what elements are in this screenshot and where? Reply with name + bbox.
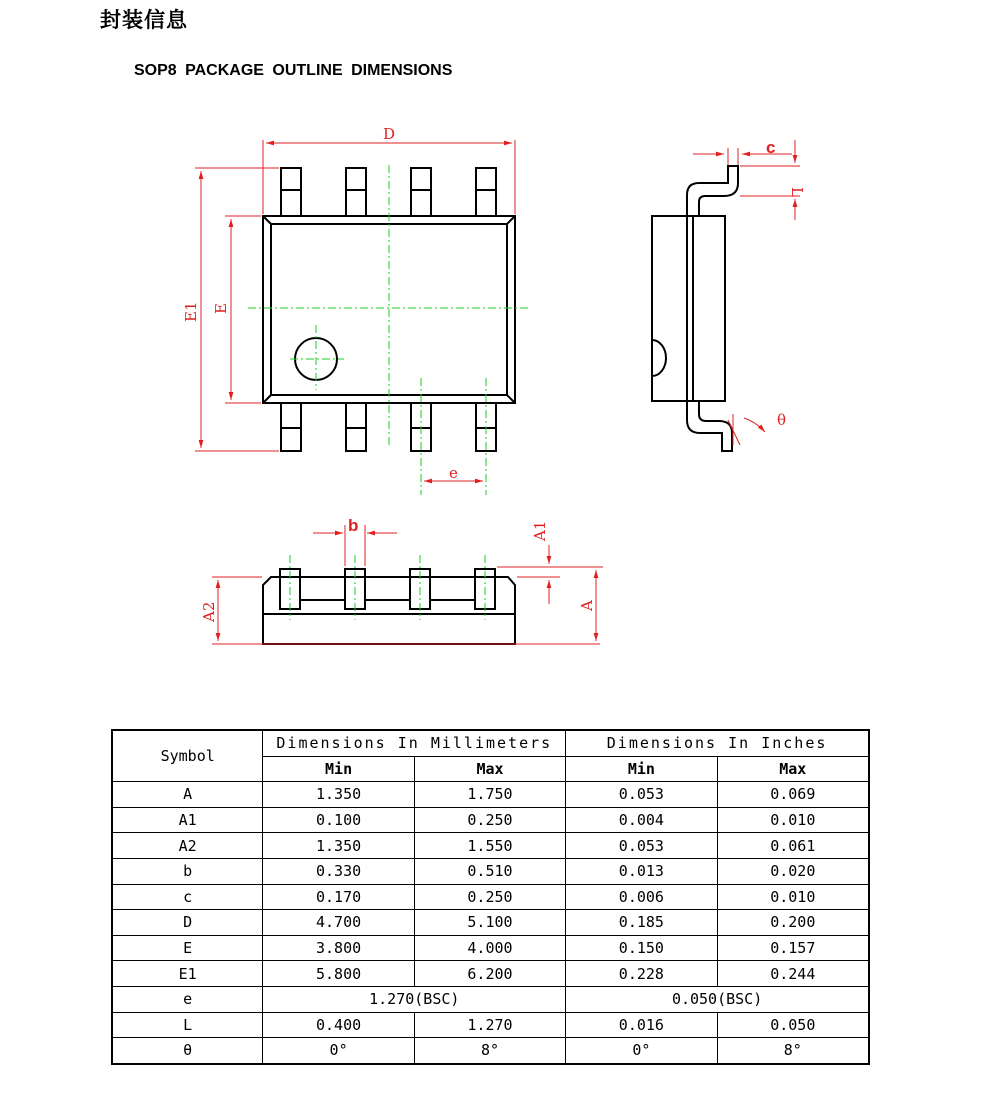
cell-in-min: 0° xyxy=(566,1038,717,1064)
dim-label-L: L xyxy=(788,187,806,197)
table-row xyxy=(112,961,869,987)
cell-mm-max: 8° xyxy=(414,1038,565,1064)
cell-mm-max: 4.000 xyxy=(414,935,565,961)
inch-min-header: Min xyxy=(566,756,717,782)
cell-mm-min: 0.170 xyxy=(263,884,414,910)
cell-mm-max: 0.510 xyxy=(414,858,565,884)
cell-in-min: 0.013 xyxy=(566,858,717,884)
cell-mm-max: 6.200 xyxy=(414,961,565,987)
cell-in-min: 0.053 xyxy=(566,833,717,859)
cell-mm-bsc: 1.270(BSC) xyxy=(263,986,566,1012)
cell-mm-min: 3.800 xyxy=(263,935,414,961)
inch-max-header: Max xyxy=(717,756,869,782)
side-view-dimensions xyxy=(693,140,800,445)
front-view-dimensions xyxy=(212,525,603,644)
dim-label-A2: A2 xyxy=(200,601,218,622)
table-row xyxy=(112,884,869,910)
cell-in-max: 0.050 xyxy=(717,1012,869,1038)
cell-mm-min: 5.800 xyxy=(263,961,414,987)
cell-mm-min: 1.350 xyxy=(263,833,414,859)
cell-mm-max: 1.270 xyxy=(414,1012,565,1038)
cell-in-max: 0.061 xyxy=(717,833,869,859)
table-row xyxy=(112,935,869,961)
section-heading: 封装信息 xyxy=(100,8,188,32)
cell-mm-min: 0.330 xyxy=(263,858,414,884)
dim-label-theta: θ xyxy=(777,411,787,429)
cell-symbol: D xyxy=(112,910,263,936)
cell-symbol: A2 xyxy=(112,833,263,859)
cell-symbol: A xyxy=(112,782,263,808)
cell-mm-max: 1.750 xyxy=(414,782,565,808)
table-row xyxy=(112,1012,869,1038)
cell-mm-max: 0.250 xyxy=(414,884,565,910)
front-view-centerlines xyxy=(290,555,485,620)
cell-in-bsc: 0.050(BSC) xyxy=(566,986,869,1012)
cell-in-max: 0.200 xyxy=(717,910,869,936)
dim-label-e: e xyxy=(449,464,458,482)
table-header-row xyxy=(112,730,869,756)
dim-label-b: b xyxy=(348,516,359,535)
inch-header: Dimensions In Inches xyxy=(566,730,869,756)
cell-mm-min: 0.100 xyxy=(263,807,414,833)
cell-in-max: 0.020 xyxy=(717,858,869,884)
cell-in-min: 0.016 xyxy=(566,1012,717,1038)
cell-mm-min: 1.350 xyxy=(263,782,414,808)
cell-in-max: 0.069 xyxy=(717,782,869,808)
front-view xyxy=(263,569,515,644)
cell-symbol: E1 xyxy=(112,961,263,987)
table-row-e xyxy=(112,986,869,1012)
cell-in-max: 0.010 xyxy=(717,807,869,833)
table-row xyxy=(112,782,869,808)
cell-in-min: 0.053 xyxy=(566,782,717,808)
cell-in-max: 8° xyxy=(717,1038,869,1064)
mm-max-header: Max xyxy=(414,756,565,782)
cell-symbol: b xyxy=(112,858,263,884)
dim-label-A1: A1 xyxy=(531,520,549,541)
cell-symbol: θ xyxy=(112,1038,263,1064)
dim-label-E: E xyxy=(212,303,230,314)
cell-symbol: e xyxy=(112,986,263,1012)
cell-in-min: 0.004 xyxy=(566,807,717,833)
table-row xyxy=(112,833,869,859)
cell-in-min: 0.185 xyxy=(566,910,717,936)
cell-mm-min: 0.400 xyxy=(263,1012,414,1038)
mm-min-header: Min xyxy=(263,756,414,782)
cell-in-min: 0.006 xyxy=(566,884,717,910)
cell-in-max: 0.157 xyxy=(717,935,869,961)
mm-header: Dimensions In Millimeters xyxy=(263,730,566,756)
cell-mm-min: 4.700 xyxy=(263,910,414,936)
side-view xyxy=(652,166,738,451)
cell-mm-max: 5.100 xyxy=(414,910,565,936)
cell-symbol: E xyxy=(112,935,263,961)
dim-label-A: A xyxy=(578,600,596,611)
dim-label-D: D xyxy=(383,125,396,143)
table-row xyxy=(112,910,869,936)
table-row xyxy=(112,807,869,833)
cell-in-max: 0.010 xyxy=(717,884,869,910)
dim-label-c: c xyxy=(766,138,776,157)
symbol-header: Symbol xyxy=(112,730,263,782)
cell-mm-max: 0.250 xyxy=(414,807,565,833)
cell-symbol: c xyxy=(112,884,263,910)
cell-symbol: A1 xyxy=(112,807,263,833)
package-title: SOP8 PACKAGE OUTLINE DIMENSIONS xyxy=(134,62,453,79)
cell-symbol: L xyxy=(112,1012,263,1038)
table-row xyxy=(112,1038,869,1064)
cell-mm-max: 1.550 xyxy=(414,833,565,859)
cell-mm-min: 0° xyxy=(263,1038,414,1064)
cell-in-min: 0.150 xyxy=(566,935,717,961)
cell-in-max: 0.244 xyxy=(717,961,869,987)
dim-label-E1: E1 xyxy=(182,301,200,322)
table-row xyxy=(112,858,869,884)
dimensions-table xyxy=(111,729,870,1065)
cell-in-min: 0.228 xyxy=(566,961,717,987)
